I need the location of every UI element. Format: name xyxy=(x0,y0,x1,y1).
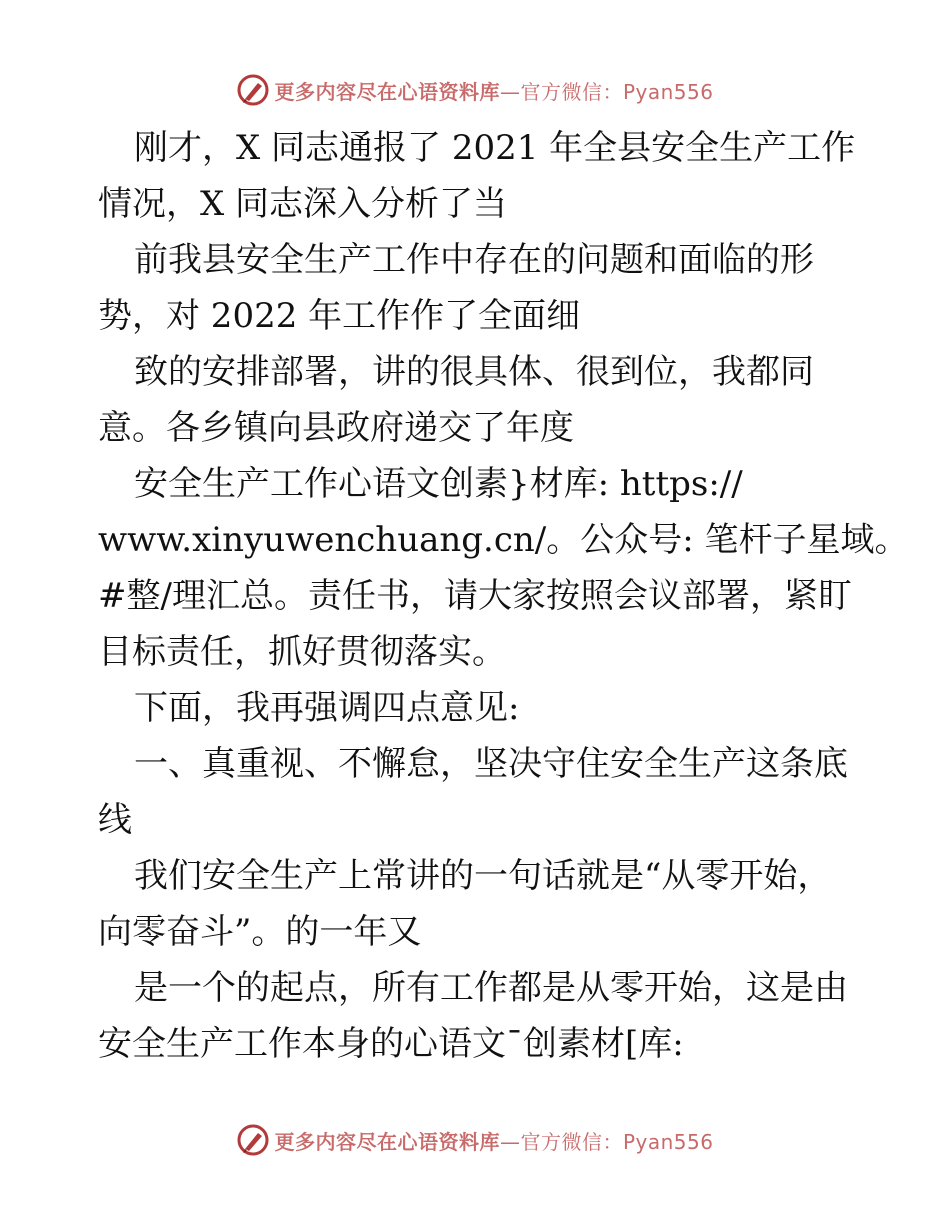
banner-wechat-text: —官方微信：Pyan556 xyxy=(499,1129,714,1154)
text-line: 意。各乡镇向县政府递交了年度 xyxy=(98,408,574,448)
text-line: 前我县安全生产工作中存在的问题和面临的形 xyxy=(134,240,814,280)
section-heading-line: 线 xyxy=(98,800,132,840)
text-line: 向零奋斗”。的一年又 xyxy=(98,912,422,952)
pen-logo-icon xyxy=(236,73,270,107)
text-line: 刚才，X 同志通报了 2021 年全县安全生产工作 xyxy=(134,128,856,168)
text-line: 下面，我再强调四点意见: xyxy=(134,688,520,728)
section-heading-line: 一、真重视、不懈怠，坚决守住安全生产这条底 xyxy=(134,744,848,784)
text-line: #整/理汇总。责任书，请大家按照会议部署，紧盯 xyxy=(98,576,852,616)
text-line: www.xinyuwenchuang.cn/。公众号: 笔杆子星域。 xyxy=(98,520,909,560)
text-line: 我们安全生产上常讲的一句话就是“从零开始， xyxy=(134,856,832,896)
banner-brand-text: 更多内容尽在心语资料库 xyxy=(274,79,500,104)
watermark-banner-bottom xyxy=(0,1120,950,1160)
text-line: 势，对 2022 年工作作了全面细 xyxy=(98,296,581,336)
pen-logo-icon xyxy=(236,1123,270,1157)
text-line: 情况，X 同志深入分析了当 xyxy=(98,184,508,224)
document-body xyxy=(98,120,909,1072)
text-line: 致的安排部署，讲的很具体、很到位，我都同 xyxy=(134,352,814,392)
banner-brand-text: 更多内容尽在心语资料库 xyxy=(274,1129,500,1154)
watermark-banner-top xyxy=(0,70,950,110)
text-line: 目标责任，抓好贯彻落实。 xyxy=(98,632,506,672)
banner-wechat-text: —官方微信：Pyan556 xyxy=(499,79,714,104)
text-line: 安全生产工作本身的心语文¯创素材[库: xyxy=(98,1024,684,1064)
text-line: 是一个的起点，所有工作都是从零开始，这是由 xyxy=(134,968,848,1008)
text-line: 安全生产工作心语文创素}材库: https:// xyxy=(134,464,743,504)
